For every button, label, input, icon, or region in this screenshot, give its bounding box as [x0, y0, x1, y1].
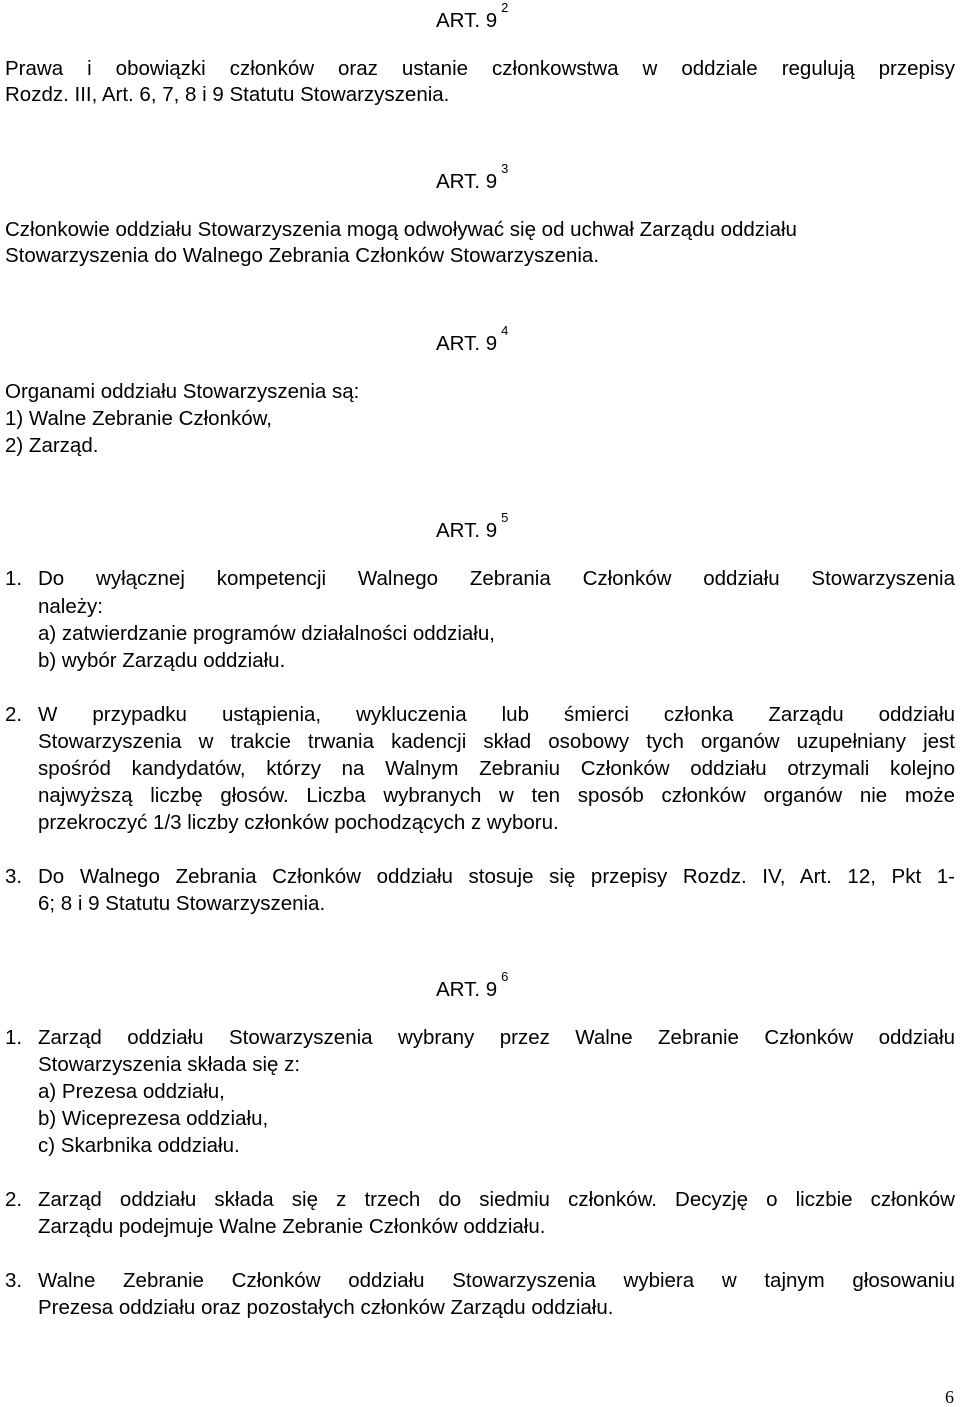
list-item: b) Wiceprezesa oddziału, — [38, 1107, 269, 1130]
paragraph-line: spośród kandydatów, którzy na Walnym Zebraniu Członków oddziału otrzymali kolejno — [38, 757, 955, 780]
paragraph-line: Do Walnego Zebrania Członków oddziału stosuje się przepisy Rozdz. IV, Art. 12, Pkt 1- — [38, 865, 955, 888]
paragraph-number: 3. — [5, 1269, 23, 1292]
list-item: a) Prezesa oddziału, — [38, 1080, 225, 1103]
paragraph-number: 1. — [5, 1026, 23, 1049]
paragraph-line: Walne Zebranie Członków oddziału Stowarzyszenia wybiera w tajnym głosowaniu — [38, 1269, 955, 1292]
list-item: 1) Walne Zebranie Członków, — [5, 407, 273, 430]
paragraph-line: przekroczyć 1/3 liczby członków pochodzących z wyboru. — [38, 811, 559, 834]
paragraph-line: Prawa i obowiązki członków oraz ustanie członkowstwa w oddziale regulują przepisy — [5, 57, 955, 80]
paragraph-number: 2. — [5, 1188, 23, 1211]
paragraph-number: 1. — [5, 567, 23, 590]
organs-intro: Organami oddziału Stowarzyszenia są: — [5, 380, 360, 403]
paragraph-line: Rozdz. III, Art. 6, 7, 8 i 9 Statutu Stowarzyszenia. — [5, 83, 450, 106]
paragraph-line: Zarząd oddziału Stowarzyszenia wybrany przez Walne Zebranie Członków oddziału — [38, 1026, 955, 1049]
article-heading-9-6: ART. $9^6$ — [436, 969, 509, 1001]
paragraph-line: najwyższą liczbę głosów. Liczba wybranych w ten sposób członków organów nie może — [38, 784, 955, 807]
paragraph-line: Stowarzyszenia w trakcie trwania kadencji skład osobowy tych organów uzupełniany jest — [38, 730, 955, 753]
paragraph-line: 6; 8 i 9 Statutu Stowarzyszenia. — [38, 892, 326, 915]
list-item: 2) Zarząd. — [5, 434, 99, 457]
paragraph-line: Do wyłącznej kompetencji Walnego Zebrania Członków oddziału Stowarzyszenia — [38, 567, 955, 590]
list-item: b) wybór Zarządu oddziału. — [38, 649, 286, 672]
paragraph-line: Stowarzyszenia składa się z: — [38, 1053, 301, 1076]
paragraph-number: 3. — [5, 865, 23, 888]
paragraph-number: 2. — [5, 703, 23, 726]
paragraph-line: Zarząd oddziału składa się z trzech do siedmiu członków. Decyzję o liczbie członków — [38, 1188, 955, 1211]
list-item: a) zatwierdzanie programów działalności oddziału, — [38, 622, 495, 645]
list-item: c) Skarbnika oddziału. — [38, 1134, 240, 1157]
article-heading-9-4: ART. $9^4$ — [436, 323, 509, 355]
paragraph-line: należy: — [38, 595, 103, 618]
article-heading-9-2: ART. $9^2$ — [436, 0, 509, 32]
paragraph-line: Stowarzyszenia do Walnego Zebrania Członków Stowarzyszenia. — [5, 244, 600, 267]
paragraph-line: Prezesa oddziału oraz pozostałych członków Zarządu oddziału. — [38, 1296, 614, 1319]
article-heading-9-5: ART. $9^5$ — [436, 510, 509, 542]
page-number: 6 — [945, 1387, 954, 1407]
paragraph-line: Członkowie oddziału Stowarzyszenia mogą odwoływać się od uchwał Zarządu oddziału — [5, 218, 797, 241]
article-heading-9-3: ART. $9^3$ — [436, 161, 509, 193]
paragraph-line: Zarządu podejmuje Walne Zebranie Członków oddziału. — [38, 1215, 546, 1238]
paragraph-line: W przypadku ustąpienia, wykluczenia lub śmierci członka Zarządu oddziału — [38, 703, 955, 726]
